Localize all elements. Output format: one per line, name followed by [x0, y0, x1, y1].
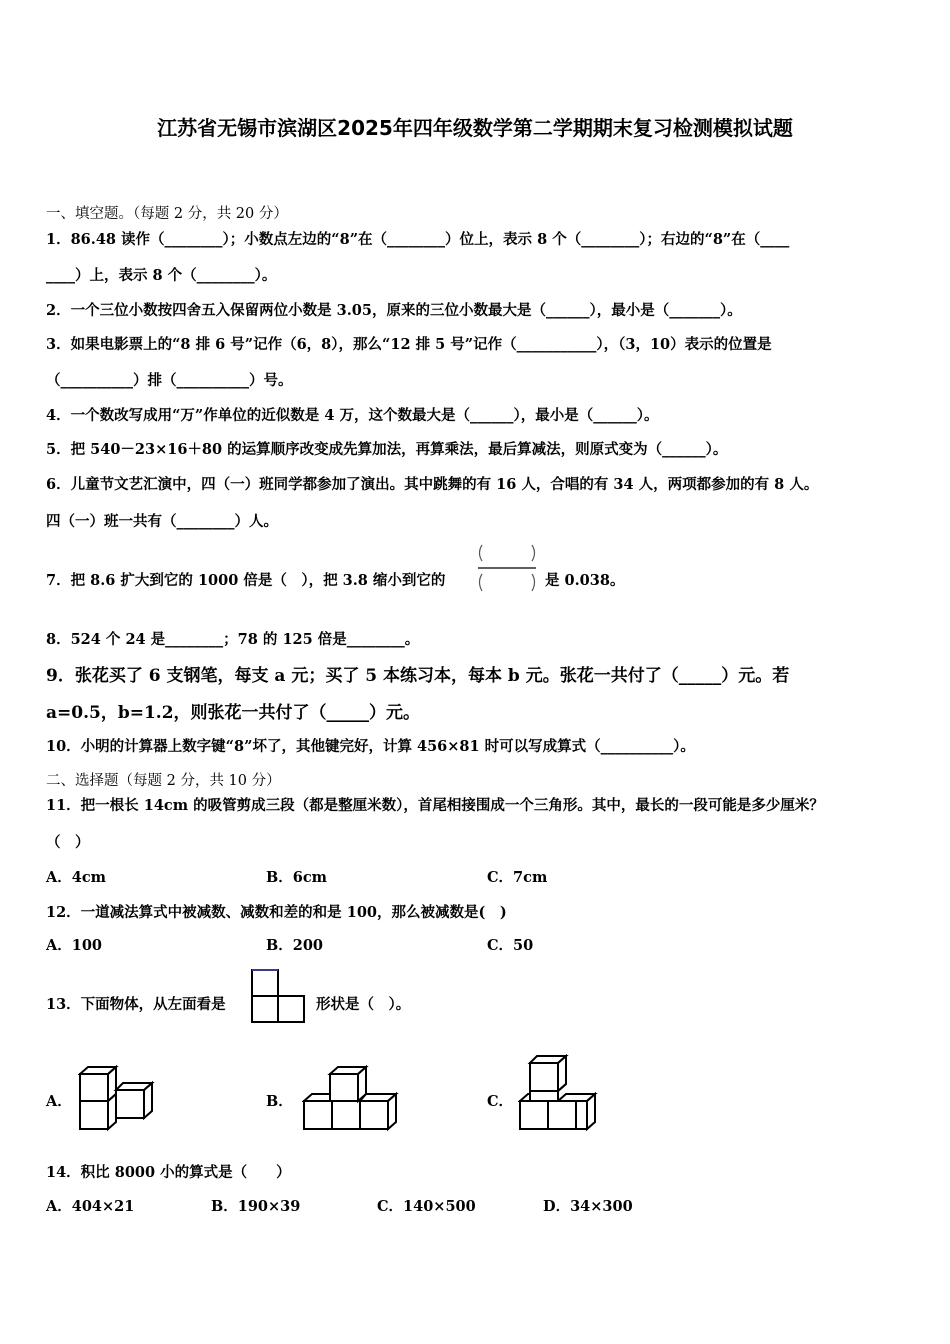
question-6-line-1: 6．儿童节文艺汇演中，四（一）班同学都参加了演出。其中跳舞的有 16 人，合唱的有 34 人，两项都参加的有 8 人。 — [46, 476, 819, 493]
question-9-line-1: 9．张花买了 6 支钢笔，每支 a 元；买了 5 本练习本，每本 b 元。张花一共付了（_____）元。若 — [46, 666, 790, 686]
q11-option-a[interactable]: A．4cm — [46, 869, 107, 886]
question-8: 8．524 个 24 是________；78 的 125 倍是________。 — [46, 631, 420, 648]
question-1-line-2: ____）上，表示 8 个（________）。 — [46, 267, 277, 284]
section-heading-fill-in: 一、填空题。（每题 2 分，共 20 分） — [46, 206, 288, 222]
question-12: 12．一道减法算式中被减数、减数和差的和是 100，那么被减数是( ) — [46, 904, 507, 921]
fraction-blank — [474, 541, 540, 601]
question-5: 5．把 540－23×16＋80 的运算顺序改变成先算加法，再算乘法，最后算减法，则原式变为（______）。 — [46, 441, 728, 458]
cube-figure-a — [78, 1064, 156, 1134]
section-heading-choice: 二、选择题（每题 2 分，共 10 分） — [46, 773, 281, 789]
question-3-line-2: （__________）排（__________）号。 — [46, 372, 293, 389]
cube-figure-b — [302, 1064, 400, 1134]
question-14: 14．积比 8000 小的算式是（ ） — [46, 1164, 291, 1181]
question-7-part-1: 7．把 8.6 扩大到它的 1000 倍是（ ），把 3.8 缩小到它的 — [46, 572, 446, 589]
q12-option-a[interactable]: A．100 — [46, 937, 103, 954]
q14-option-c[interactable]: C．140×500 — [377, 1198, 476, 1215]
question-4: 4．一个数改写成用“万”作单位的近似数是 4 万，这个数最大是（______），最小是（______）。 — [46, 407, 659, 424]
page-title: 江苏省无锡市滨湖区2025年四年级数学第二学期期末复习检测模拟试题 — [157, 116, 793, 140]
q13-option-a[interactable]: A． — [46, 1093, 72, 1110]
question-11: 11．把一根长 14cm 的吸管剪成三段（都是整厘米数），首尾相接围成一个三角形。其中，最长的一段可能是多少厘米？ — [46, 797, 824, 814]
left-view-shape-figure — [250, 968, 308, 1024]
question-2: 2．一个三位小数按四舍五入保留两位小数是 3.05，原来的三位小数最大是（______），最小是（_______）。 — [46, 302, 742, 319]
cube-figure-c — [518, 1054, 598, 1134]
q13-option-c[interactable]: C． — [487, 1093, 514, 1110]
question-13-part-2: 形状是（ ）。 — [316, 996, 411, 1013]
question-13-part-1: 13．下面物体，从左面看是 — [46, 996, 226, 1013]
question-9-line-2: a=0.5，b=1.2，则张花一共付了（_____）元。 — [46, 703, 421, 723]
question-1-line-1: 1．86.48 读作（________）；小数点左边的“8”在（________）位上，表示 8 个（________）；右边的“8”在（____ — [46, 231, 790, 248]
q13-option-b[interactable]: B． — [266, 1093, 293, 1110]
question-3-line-1: 3．如果电影票上的“8 排 6 号”记作（6，8），那么“12 排 5 号”记作（___________），（3，10）表示的位置是 — [46, 336, 772, 353]
q12-option-c[interactable]: C．50 — [487, 937, 534, 954]
q11-option-b[interactable]: B．6cm — [266, 869, 328, 886]
q11-option-c[interactable]: C．7cm — [487, 869, 548, 886]
question-7-part-2: 是 0.038。 — [545, 572, 625, 589]
question-10: 10．小明的计算器上数字键“8”坏了，其他键完好，计算 456×81 时可以写成算式（__________）。 — [46, 738, 695, 755]
question-6-line-2: 四（一）班一共有（________）人。 — [46, 513, 278, 530]
q12-option-b[interactable]: B．200 — [266, 937, 324, 954]
q14-option-d[interactable]: D．34×300 — [543, 1198, 633, 1215]
q14-option-a[interactable]: A．404×21 — [46, 1198, 135, 1215]
q14-option-b[interactable]: B．190×39 — [211, 1198, 301, 1215]
question-11-blank: （ ） — [46, 834, 90, 851]
